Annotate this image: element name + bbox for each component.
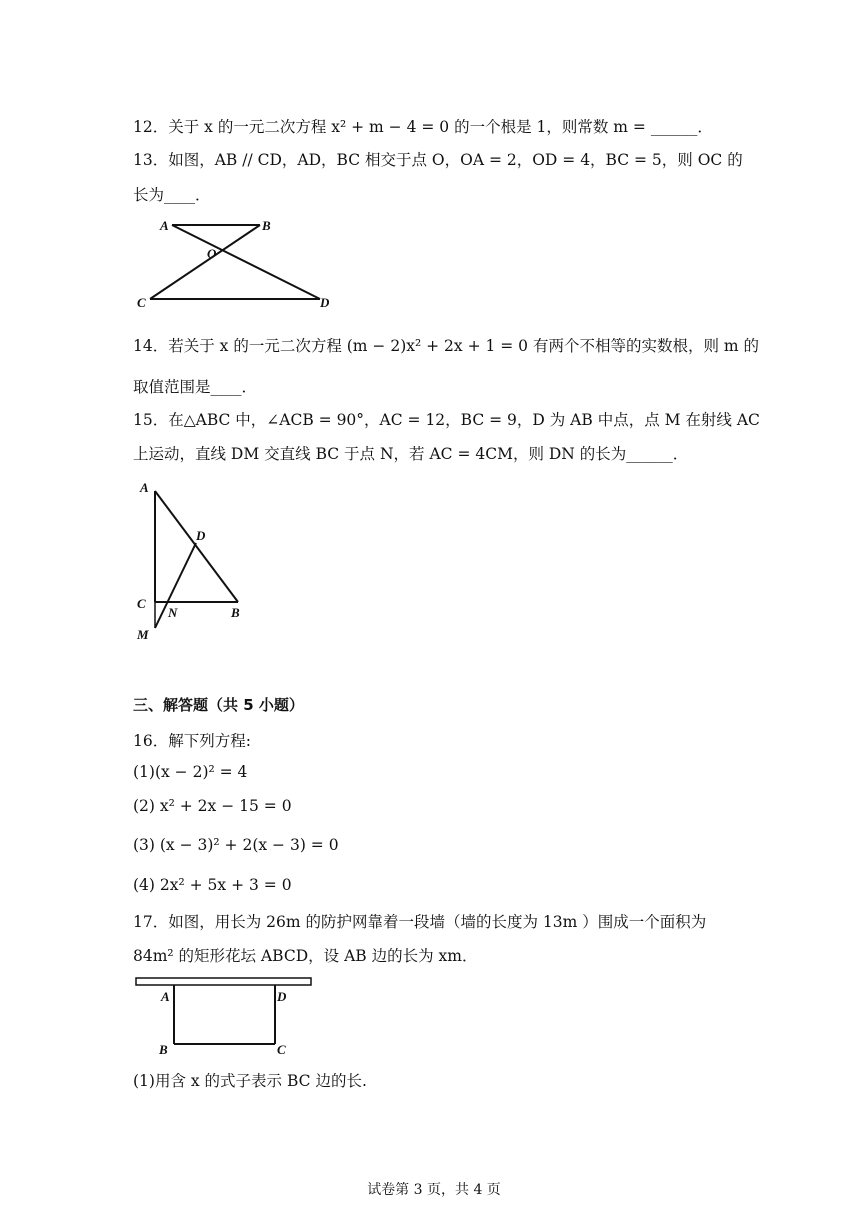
fig15-label-b: B bbox=[231, 605, 240, 620]
fig17-label-d: D bbox=[277, 989, 287, 1004]
figure-17 bbox=[130, 972, 320, 1062]
fig13-label-a: A bbox=[160, 218, 169, 233]
question-16-part-1: (1)(x − 2)² = 4 bbox=[133, 763, 248, 781]
fig13-label-c: C bbox=[137, 295, 146, 310]
question-15-line-2: 上运动，直线 DM 交直线 BC 于点 N，若 AC = 4CM，则 DN 的长为______． bbox=[133, 445, 689, 463]
question-17-part-1: (1)用含 x 的式子表示 BC 边的长. bbox=[133, 1072, 367, 1090]
fig13-label-d: D bbox=[320, 295, 330, 310]
question-12: 12．关于 x 的一元二次方程 x² + m − 4 = 0 的一个根是 1，则常数 m = ______． bbox=[133, 118, 713, 136]
fig17-label-c: C bbox=[277, 1042, 286, 1057]
fig13-label-o: O bbox=[207, 246, 217, 261]
fig15-label-a: A bbox=[140, 480, 149, 495]
section-3-heading: 三、解答题（共 5 小题） bbox=[133, 696, 304, 714]
fig15-label-d: D bbox=[196, 528, 206, 543]
fig15-label-m: M bbox=[137, 627, 149, 642]
page-footer: 试卷第 3 页，共 4 页 bbox=[367, 1182, 501, 1198]
fig13-label-b: B bbox=[262, 218, 271, 233]
question-16: 16．解下列方程: bbox=[133, 732, 251, 750]
question-16-part-2: (2) x² + 2x − 15 = 0 bbox=[133, 797, 292, 815]
fig17-label-b: B bbox=[159, 1042, 168, 1057]
fig17-label-a: A bbox=[161, 989, 170, 1004]
question-17-line-1: 17．如图，用长为 26m 的防护网靠着一段墙（墙的长度为 13m ）围成一个面积为 bbox=[133, 913, 707, 931]
fig15-label-n: N bbox=[168, 605, 178, 620]
question-14-line-2: 取值范围是____． bbox=[133, 378, 258, 396]
question-17-line-2: 84m² 的矩形花坛 ABCD，设 AB 边的长为 xm． bbox=[133, 947, 478, 965]
question-16-part-3: (3) (x − 3)² + 2(x − 3) = 0 bbox=[133, 836, 339, 854]
question-14-line-1: 14．若关于 x 的一元二次方程 (m − 2)x² + 2x + 1 = 0 有两个不相等的实数根，则 m 的 bbox=[133, 337, 760, 355]
question-13-line-1: 13．如图，AB // CD，AD，BC 相交于点 O，OA = 2，OD = 4，BC = 5，则 OC 的 bbox=[133, 151, 743, 169]
figure-15 bbox=[128, 475, 258, 645]
fig15-label-c: C bbox=[137, 596, 146, 611]
question-15-line-1: 15．在△ABC 中，∠ACB = 90°，AC = 12，BC = 9，D 为 AB 中点，点 M 在射线 AC bbox=[133, 411, 760, 429]
question-13-line-2: 长为____． bbox=[133, 186, 211, 204]
figure-13 bbox=[130, 210, 340, 310]
question-16-part-4: (4) 2x² + 5x + 3 = 0 bbox=[133, 876, 292, 894]
